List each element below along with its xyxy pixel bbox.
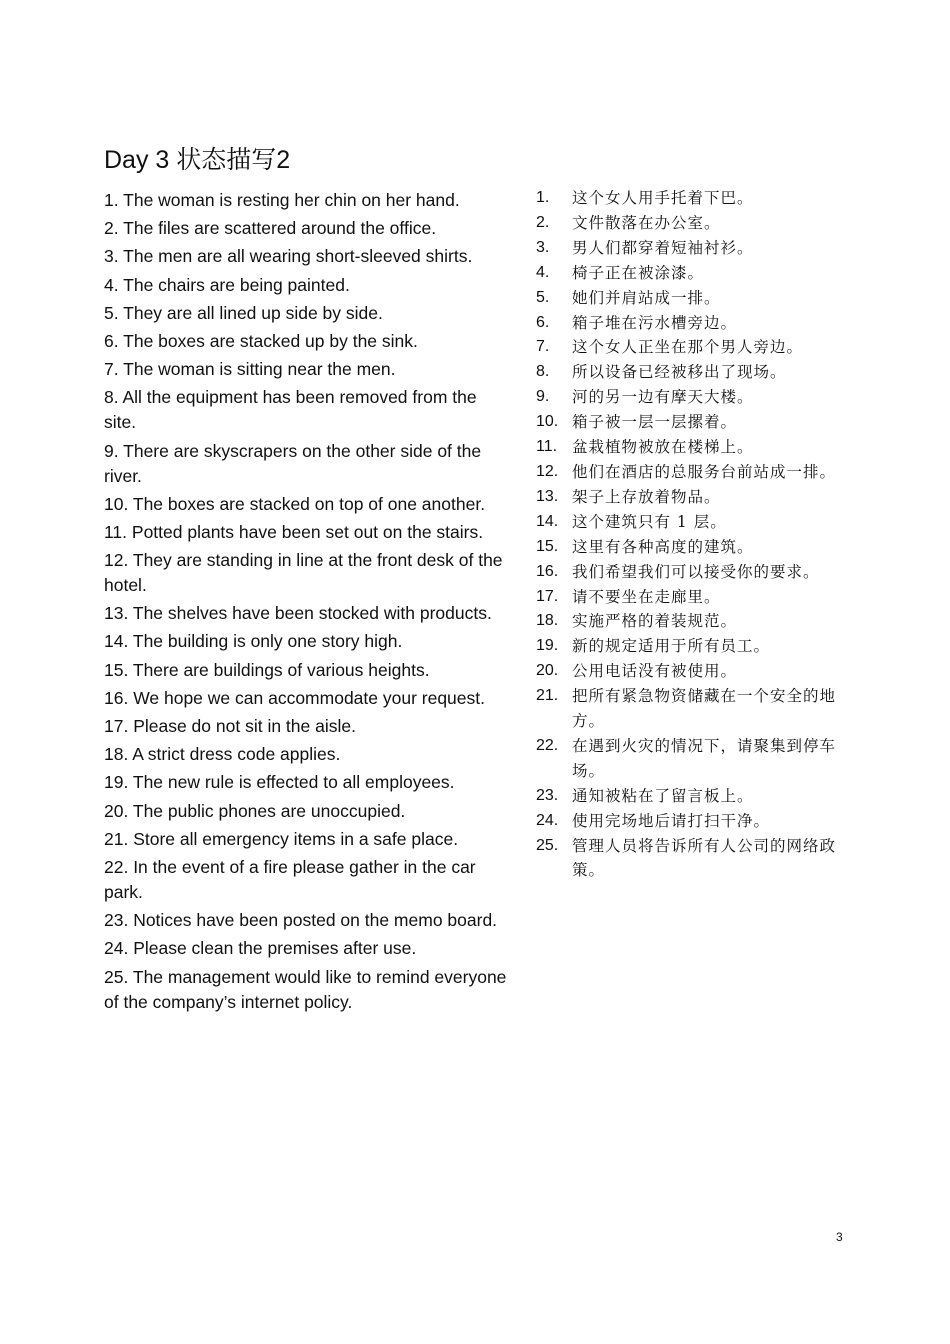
item-number: 8.	[536, 363, 550, 381]
page-title: Day 3 状态描写2	[104, 146, 291, 174]
translation-text: 这里有各种高度的建筑。	[572, 537, 754, 556]
chinese-translation	[536, 834, 846, 884]
item-number: 7.	[536, 338, 550, 356]
item-number: 9.	[536, 388, 550, 406]
item-number: 17.	[536, 587, 559, 605]
english-sentence: 6. The boxes are stacked up by the sink.	[104, 330, 418, 351]
item-number: 22.	[536, 736, 559, 754]
item-number: 14.	[536, 512, 559, 530]
item-number: 16.	[536, 562, 559, 580]
english-sentence: 8. All the equipment has been removed from the site.	[104, 387, 477, 433]
english-sentence-list	[104, 188, 509, 1018]
item-number: 25.	[536, 836, 559, 854]
chinese-translation	[536, 510, 846, 535]
item-number: 4.	[536, 263, 550, 281]
translation-text: 河的另一边有摩天大楼。	[572, 388, 754, 407]
chinese-translation	[536, 734, 846, 784]
item-number: 18.	[536, 612, 559, 630]
item-number: 6.	[536, 313, 550, 331]
chinese-translation	[536, 211, 846, 236]
translation-text: 椅子正在被涂漆。	[572, 263, 705, 282]
item-number: 5.	[536, 288, 550, 306]
chinese-translation	[536, 535, 846, 560]
chinese-translation	[536, 784, 846, 809]
translation-text: 文件散落在办公室。	[572, 213, 721, 232]
item-number: 19.	[536, 637, 559, 655]
english-sentence: 13. The shelves have been stocked with products.	[104, 603, 492, 624]
translation-text: 这个建筑只有 1 层。	[572, 512, 727, 531]
english-sentence: 14. The building is only one story high.	[104, 631, 403, 652]
translation-text: 把所有紧急物资储藏在一个安全的地方。	[572, 687, 837, 731]
chinese-translation	[536, 560, 846, 585]
item-number: 15.	[536, 537, 559, 555]
chinese-translation	[536, 286, 846, 311]
chinese-translation-list	[536, 186, 846, 883]
translation-text: 管理人员将告诉所有人公司的网络政策。	[572, 836, 837, 880]
chinese-translation	[536, 659, 846, 684]
chinese-translation	[536, 460, 846, 485]
translation-text: 这个女人用手托着下巴。	[572, 189, 754, 207]
chinese-translation	[536, 684, 846, 734]
page-number: 3	[836, 1230, 843, 1244]
chinese-translation	[536, 435, 846, 460]
english-sentence: 15. There are buildings of various heights.	[104, 659, 430, 680]
english-sentence: 1. The woman is resting her chin on her hand.	[104, 190, 460, 210]
translation-text: 请不要坐在走廊里。	[572, 587, 721, 606]
translation-text: 所以设备已经被移出了现场。	[572, 363, 787, 382]
english-sentence: 12. They are standing in line at the front desk of the hotel.	[104, 550, 503, 596]
english-sentence: 16. We hope we can accommodate your request.	[104, 687, 486, 708]
chinese-translation	[536, 485, 846, 510]
english-sentence: 4. The chairs are being painted.	[104, 274, 350, 295]
translation-text: 男人们都穿着短袖衬衫。	[572, 238, 754, 257]
chinese-translation	[536, 634, 846, 659]
chinese-translation	[536, 809, 846, 834]
english-sentence: 17. Please do not sit in the aisle.	[104, 716, 356, 736]
chinese-translation	[536, 385, 846, 410]
translation-text: 他们在酒店的总服务台前站成一排。	[572, 462, 837, 481]
chinese-translation	[536, 261, 846, 286]
english-sentence: 18. A strict dress code applies.	[104, 744, 341, 765]
item-number: 13.	[536, 487, 559, 505]
chinese-translation	[536, 609, 846, 634]
english-sentence: 19. The new rule is effected to all employees.	[104, 772, 455, 793]
english-sentence: 21. Store all emergency items in a safe place.	[104, 828, 459, 849]
english-sentence: 25. The management would like to remind everyone of the company’s internet policy.	[104, 966, 507, 1012]
chinese-translation	[536, 311, 846, 336]
item-number: 11.	[536, 438, 558, 456]
english-sentence: 5. They are all lined up side by side.	[104, 302, 383, 323]
chinese-translation	[536, 360, 846, 385]
item-number: 21.	[536, 687, 559, 705]
translation-text: 我们希望我们可以接受你的要求。	[572, 562, 820, 581]
translation-text: 新的规定适用于所有员工。	[572, 637, 771, 656]
chinese-translation	[536, 335, 846, 360]
english-sentence: 20. The public phones are unoccupied.	[104, 800, 406, 821]
item-number: 12.	[536, 462, 559, 480]
english-sentence: 11. Potted plants have been set out on the stairs.	[104, 521, 484, 542]
english-sentence: 3. The men are all wearing short-sleeved shirts.	[104, 246, 473, 267]
item-number: 3.	[536, 238, 550, 256]
translation-text: 在遇到火灾的情况下，请聚集到停车场。	[572, 736, 837, 780]
english-sentence: 23. Notices have been posted on the memo board.	[104, 910, 498, 931]
english-sentence: 22. In the event of a fire please gather in the car park.	[104, 856, 476, 902]
translation-text: 实施严格的着装规范。	[572, 612, 738, 631]
item-number: 10.	[536, 413, 559, 431]
english-sentence: 7. The woman is sitting near the men.	[104, 359, 396, 380]
translation-text: 箱子被一层一层摞着。	[572, 413, 738, 432]
translation-text: 通知被粘在了留言板上。	[572, 786, 754, 805]
chinese-translation	[536, 186, 846, 211]
translation-text: 公用电话没有被使用。	[572, 662, 738, 681]
translation-text: 使用完场地后请打扫干净。	[572, 811, 771, 830]
chinese-translation	[536, 410, 846, 435]
translation-text: 她们并肩站成一排。	[572, 288, 721, 307]
translation-text: 这个女人正坐在那个男人旁边。	[572, 338, 804, 357]
english-sentence: 9. There are skyscrapers on the other side of the river.	[104, 440, 482, 486]
english-sentence: 24. Please clean the premises after use.	[104, 938, 417, 959]
translation-text: 箱子堆在污水槽旁边。	[572, 313, 738, 332]
english-sentence: 10. The boxes are stacked on top of one another.	[104, 493, 486, 514]
item-number: 20.	[536, 662, 559, 680]
chinese-translation	[536, 236, 846, 261]
item-number: 23.	[536, 786, 559, 804]
translation-text: 盆栽植物被放在楼梯上。	[572, 438, 754, 457]
item-number: 2.	[536, 213, 550, 231]
item-number: 24.	[536, 811, 559, 829]
translation-text: 架子上存放着物品。	[572, 487, 721, 506]
english-sentence: 2. The files are scattered around the office.	[104, 218, 437, 239]
chinese-translation	[536, 585, 846, 610]
item-number: 1.	[536, 189, 550, 206]
